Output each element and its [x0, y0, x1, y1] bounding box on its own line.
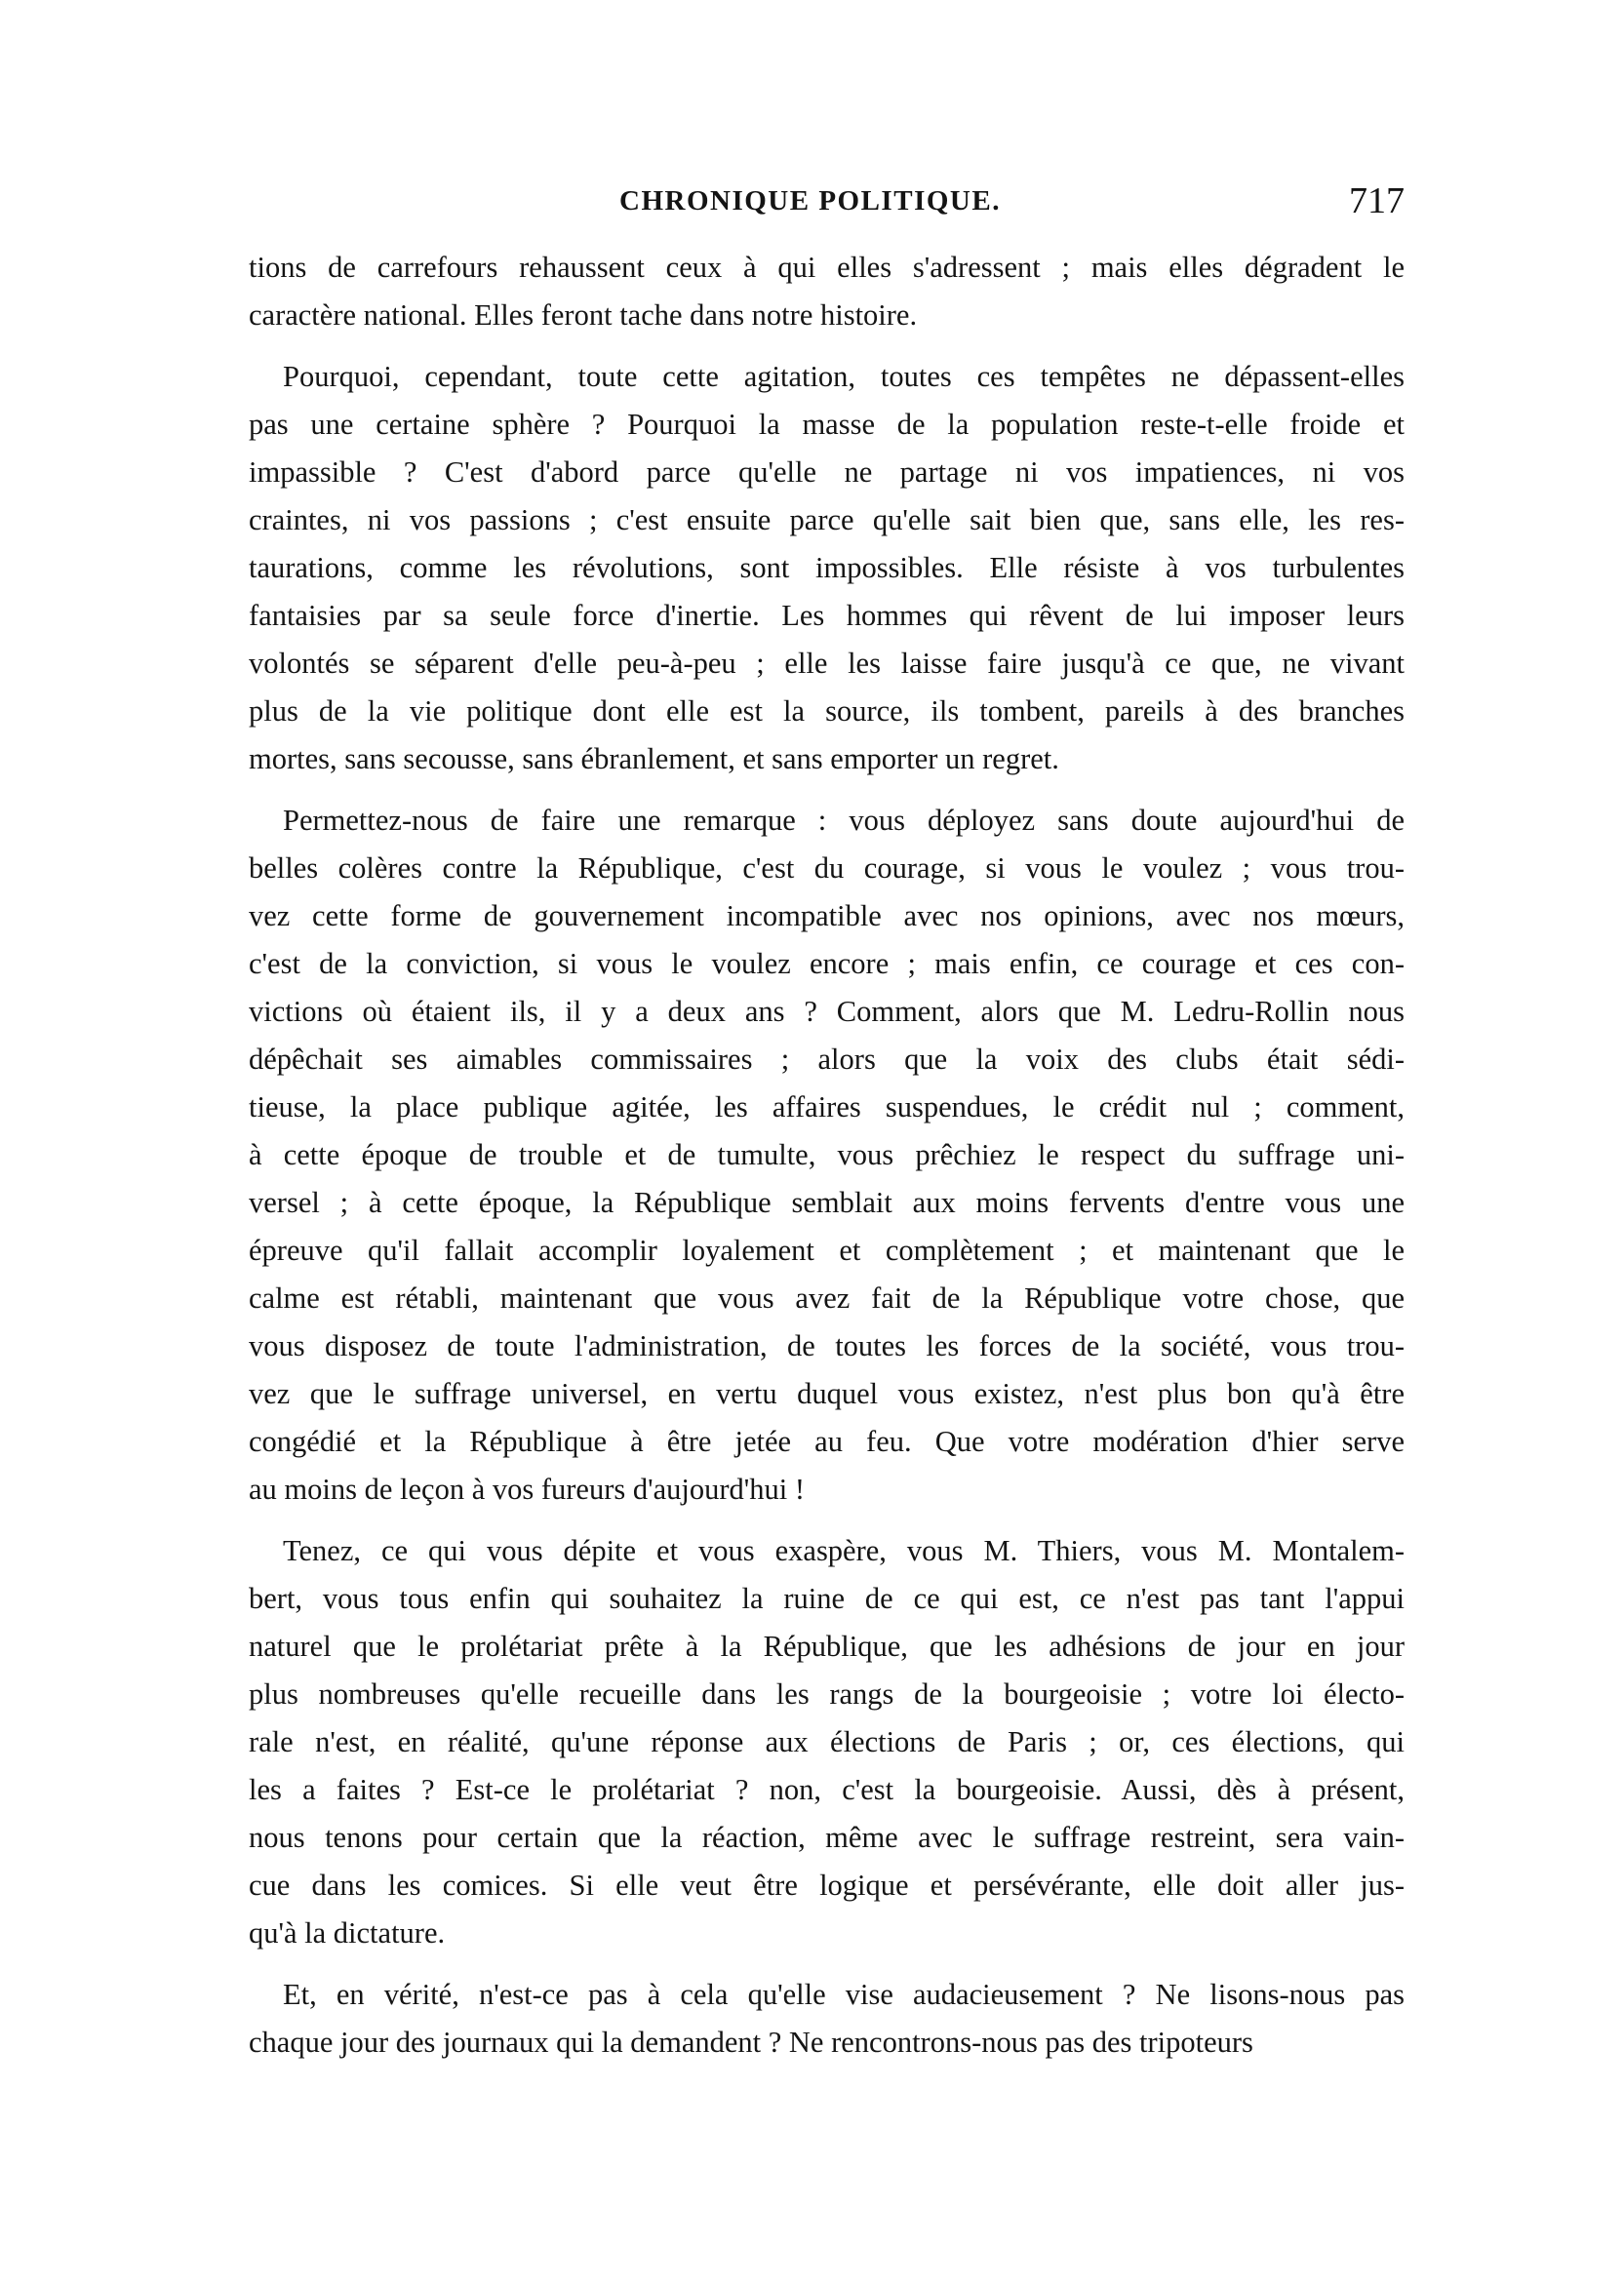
paragraph	[249, 353, 1405, 783]
text-line: tions de carrefours rehaussent ceux à qui elles s'adressent ; mais elles dégradent le	[249, 251, 1405, 284]
text-line: les a faites ? Est-ce le prolétariat ? non, c'est la bourgeoisie. Aussi, dès à présent,	[249, 1773, 1405, 1806]
page-header	[249, 181, 1405, 230]
text-line: caractère national. Elles feront tache dans notre histoire.	[249, 298, 918, 332]
text-line: vous disposez de toute l'administration, de toutes les forces de la société, vous trou-	[249, 1329, 1405, 1362]
text-line: naturel que le prolétariat prête à la République, que les adhésions de jour en jour	[249, 1630, 1405, 1663]
text-line: au moins de leçon à vos fureurs d'aujourd'hui !	[249, 1473, 806, 1506]
text-line: vez que le suffrage universel, en vertu duquel vous existez, n'est plus bon qu'à être	[249, 1377, 1405, 1410]
text-line: impassible ? C'est d'abord parce qu'elle ne partage ni vos impatiences, ni vos	[249, 455, 1405, 489]
text-line: tieuse, la place publique agitée, les affaires suspendues, le crédit nul ; comment,	[249, 1090, 1405, 1123]
paragraph	[249, 1971, 1405, 2067]
paragraph	[249, 797, 1405, 1514]
text-line: congédié et la République à être jetée au feu. Que votre modération d'hier serve	[249, 1425, 1405, 1458]
running-title: CHRONIQUE POLITIQUE.	[619, 185, 1001, 217]
text-line: Et, en vérité, n'est-ce pas à cela qu'elle vise audacieusement ? Ne lisons-nous pas	[283, 1978, 1405, 2011]
text-line: versel ; à cette époque, la République semblait aux moins fervents d'entre vous une	[249, 1186, 1405, 1219]
text-line: bert, vous tous enfin qui souhaitez la ruine de ce qui est, ce n'est pas tant l'appui	[249, 1582, 1405, 1615]
text-line: craintes, ni vos passions ; c'est ensuite parce qu'elle sait bien que, sans elle, les res-	[249, 503, 1405, 536]
text-line: pas une certaine sphère ? Pourquoi la masse de la population reste-t-elle froide et	[249, 408, 1405, 441]
text-line: plus de la vie politique dont elle est la source, ils tombent, pareils à des branches	[249, 694, 1405, 728]
text-line: c'est de la conviction, si vous le voulez encore ; mais enfin, ce courage et ces con-	[249, 947, 1405, 980]
text-line: calme est rétabli, maintenant que vous avez fait de la République votre chose, que	[249, 1281, 1405, 1315]
text-line: Pourquoi, cependant, toute cette agitation, toutes ces tempêtes ne dépassent-elles	[283, 360, 1405, 393]
text-line: qu'à la dictature.	[249, 1916, 446, 1950]
text-line: victions où étaient ils, il y a deux ans ? Comment, alors que M. Ledru-Rollin nous	[249, 995, 1405, 1028]
text-line: dépêchait ses aimables commissaires ; alors que la voix des clubs était sédi-	[249, 1043, 1405, 1076]
text-line: plus nombreuses qu'elle recueille dans les rangs de la bourgeoisie ; votre loi électo-	[249, 1677, 1405, 1711]
text-line: mortes, sans secousse, sans ébranlement, et sans emporter un regret.	[249, 742, 1059, 775]
text-line: volontés se séparent d'elle peu-à-peu ; elle les laisse faire jusqu'à ce que, ne vivant	[249, 647, 1405, 680]
text-line: vez cette forme de gouvernement incompatible avec nos opinions, avec nos mœurs,	[249, 899, 1405, 932]
text-line: taurations, comme les révolutions, sont impossibles. Elle résiste à vos turbulentes	[249, 551, 1405, 584]
text-line: chaque jour des journaux qui la demandent ? Ne rencontrons-nous pas des tripoteurs	[249, 2026, 1253, 2059]
text-line: Permettez-nous de faire une remarque : vous déployez sans doute aujourd'hui de	[283, 804, 1405, 837]
page-number: 717	[1349, 180, 1405, 221]
text-line: belles colères contre la République, c'est du courage, si vous le voulez ; vous trou-	[249, 851, 1405, 885]
paragraph	[249, 1527, 1405, 1957]
body-text	[249, 244, 1405, 2067]
text-line: fantaisies par sa seule force d'inertie. Les hommes qui rêvent de lui imposer leurs	[249, 599, 1405, 632]
text-line: à cette époque de trouble et de tumulte, vous prêchiez le respect du suffrage uni-	[249, 1138, 1405, 1171]
text-line: rale n'est, en réalité, qu'une réponse aux élections de Paris ; or, ces élections, qui	[249, 1725, 1405, 1758]
text-line: nous tenons pour certain que la réaction, même avec le suffrage restreint, sera vain-	[249, 1821, 1405, 1854]
text-line: cue dans les comices. Si elle veut être logique et persévérante, elle doit aller jus-	[249, 1869, 1405, 1902]
paragraph	[249, 244, 1405, 339]
text-line: Tenez, ce qui vous dépite et vous exaspère, vous M. Thiers, vous M. Montalem-	[283, 1534, 1405, 1567]
text-line: épreuve qu'il fallait accomplir loyalement et complètement ; et maintenant que le	[249, 1234, 1405, 1267]
